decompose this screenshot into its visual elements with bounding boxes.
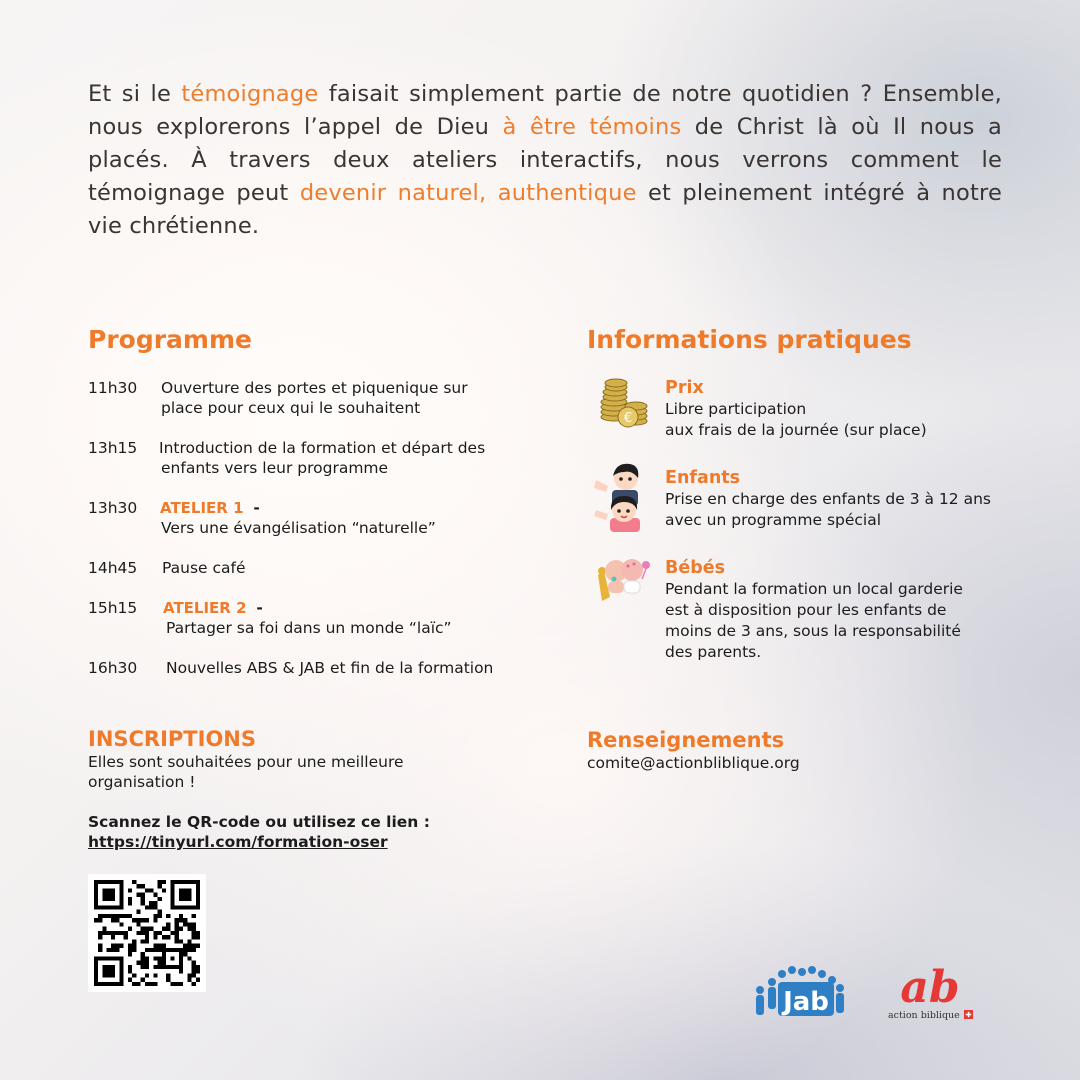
qr-module xyxy=(153,956,157,960)
qr-module xyxy=(153,948,157,952)
qr-module xyxy=(179,888,192,901)
qr-module xyxy=(187,978,191,982)
qr-module xyxy=(158,965,162,969)
qr-module xyxy=(183,944,187,948)
qr-module xyxy=(179,927,183,931)
qr-module xyxy=(141,897,145,901)
qr-module xyxy=(132,973,136,977)
intro-paragraph xyxy=(88,78,1002,243)
qr-module xyxy=(98,944,102,948)
scan-label: Scannez le QR-code ou utilisez ce lien : xyxy=(88,813,430,831)
qr-module xyxy=(111,918,115,922)
intro-text: de Christ là où Il nous a placés. À travers deux ateliers interactifs, nous verrons comment le témoignage peut xyxy=(88,114,1002,206)
qr-module xyxy=(183,948,187,952)
qr-module xyxy=(153,893,157,897)
qr-module xyxy=(179,939,183,943)
qr-module xyxy=(145,948,149,952)
qr-module xyxy=(166,922,170,926)
qr-module xyxy=(145,927,149,931)
qr-module xyxy=(141,952,145,956)
qr-module xyxy=(175,918,179,922)
qr-module xyxy=(158,961,162,965)
qr-module xyxy=(187,922,191,926)
intro-text: Et si le xyxy=(88,81,182,107)
qr-module xyxy=(141,978,145,982)
qr-module xyxy=(132,939,136,943)
qr-module xyxy=(107,914,111,918)
qr-module xyxy=(162,888,166,892)
qr-module xyxy=(175,931,179,935)
programme-title: Programme xyxy=(88,325,252,354)
qr-module xyxy=(153,944,157,948)
qr-module xyxy=(196,978,200,982)
programme-desc-line: Partager sa foi dans un monde “laïc” xyxy=(166,619,452,637)
qr-module xyxy=(196,935,200,939)
qr-module xyxy=(145,931,149,935)
qr-module xyxy=(175,927,179,931)
qr-module xyxy=(149,888,153,892)
qr-module xyxy=(102,914,106,918)
info-title: Informations pratiques xyxy=(587,325,912,354)
qr-module xyxy=(141,931,145,935)
qr-module xyxy=(170,956,174,960)
qr-module xyxy=(175,982,179,986)
qr-module xyxy=(136,922,140,926)
qr-module xyxy=(115,931,119,935)
action-biblique-logo xyxy=(882,962,982,1024)
qr-module xyxy=(102,965,115,978)
programme-desc-line: enfants vers leur programme xyxy=(161,459,389,477)
info-line: Prise en charge des enfants de 3 à 12 ans xyxy=(665,490,991,508)
qr-module xyxy=(141,918,145,922)
qr-module xyxy=(141,961,145,965)
ab-logo-caption: action biblique xyxy=(888,1010,960,1021)
qr-module xyxy=(98,948,102,952)
qr-module xyxy=(166,973,170,977)
qr-module xyxy=(111,944,115,948)
qr-module xyxy=(115,948,119,952)
qr-module xyxy=(153,931,157,935)
qr-module xyxy=(187,939,191,943)
qr-module xyxy=(141,884,145,888)
qr-module xyxy=(98,931,102,935)
qr-module xyxy=(153,918,157,922)
qr-module xyxy=(136,918,140,922)
qr-module xyxy=(141,956,145,960)
info-text xyxy=(665,377,1045,441)
children-icon xyxy=(594,462,652,532)
svg-text:€: € xyxy=(623,411,633,426)
inscriptions-line: organisation ! xyxy=(88,773,196,791)
qr-module xyxy=(141,893,145,897)
info-line: avec un programme spécial xyxy=(665,511,882,529)
qr-module xyxy=(192,922,196,926)
qr-module xyxy=(166,978,170,982)
qr-module xyxy=(183,922,187,926)
qr-module xyxy=(158,956,162,960)
info-line: des parents. xyxy=(665,643,762,661)
qr-module xyxy=(192,961,196,965)
programme-desc xyxy=(166,658,626,678)
qr-module xyxy=(166,927,170,931)
qr-module xyxy=(158,948,162,952)
coins-icon xyxy=(594,377,652,435)
qr-module xyxy=(175,922,179,926)
qr-module xyxy=(141,939,145,943)
programme-desc xyxy=(161,378,551,418)
programme-desc-line: Pause café xyxy=(162,559,246,577)
qr-module xyxy=(132,982,136,986)
atelier-dash: - xyxy=(256,599,263,617)
qr-module xyxy=(141,927,145,931)
qr-module xyxy=(192,973,196,977)
qr-module xyxy=(124,935,128,939)
programme-desc xyxy=(160,498,550,538)
qr-module xyxy=(107,948,111,952)
programme-desc xyxy=(162,558,552,578)
qr-module xyxy=(149,901,153,905)
inscriptions-line: Elles sont souhaitées pour une meilleure xyxy=(88,753,404,771)
qr-module xyxy=(145,973,149,977)
programme-desc-line: place pour ceux qui le souhaitent xyxy=(161,399,421,417)
info-line: Libre participation xyxy=(665,400,807,418)
qr-module xyxy=(196,969,200,973)
qr-module xyxy=(175,935,179,939)
qr-module xyxy=(158,880,162,884)
qr-module xyxy=(158,931,162,935)
info-line: Pendant la formation un local garderie xyxy=(665,580,963,598)
qr-module xyxy=(128,888,132,892)
qr-module xyxy=(128,901,132,905)
info-line: aux frais de la journée (sur place) xyxy=(665,421,927,439)
qr-module xyxy=(153,935,157,939)
qr-module xyxy=(111,935,115,939)
qr-module xyxy=(128,978,132,982)
qr-module xyxy=(128,952,132,956)
qr-module xyxy=(162,927,166,931)
qr-module xyxy=(141,901,145,905)
qr-module xyxy=(107,931,111,935)
qr-module xyxy=(162,944,166,948)
qr-module xyxy=(145,939,149,943)
qr-module xyxy=(124,914,128,918)
programme-time: 13h30 xyxy=(88,499,138,517)
programme-desc xyxy=(159,438,549,478)
qr-module xyxy=(128,965,132,969)
qr-module xyxy=(136,893,140,897)
qr-module xyxy=(153,973,157,977)
qr-module xyxy=(111,948,115,952)
programme-time: 15h15 xyxy=(88,599,138,617)
intro-highlight: devenir naturel, authentique xyxy=(299,180,637,206)
qr-module xyxy=(115,914,119,918)
programme-time: 16h30 xyxy=(88,659,138,677)
inscriptions-title: INSCRIPTIONS xyxy=(88,727,256,751)
intro-highlight: témoignage xyxy=(181,81,319,107)
qr-module xyxy=(175,939,179,943)
qr-module xyxy=(196,931,200,935)
info-line: est à disposition pour les enfants de xyxy=(665,601,947,619)
babies-icon xyxy=(594,557,652,607)
qr-module xyxy=(153,905,157,909)
programme-time: 14h45 xyxy=(88,559,138,577)
info-item-title: Prix xyxy=(665,378,704,398)
intro-text: faisait simplement partie de notre quotidien ? Ensemble, nous explorerons l’appel de Dieu xyxy=(88,81,1002,140)
qr-module xyxy=(166,914,170,918)
qr-module xyxy=(187,956,191,960)
programme-desc-line: Vers une évangélisation “naturelle” xyxy=(161,519,436,537)
programme-time: 11h30 xyxy=(88,379,138,397)
qr-module xyxy=(153,982,157,986)
qr-module xyxy=(141,965,145,969)
inscriptions-section xyxy=(88,726,568,852)
qr-module xyxy=(136,884,140,888)
qr-module xyxy=(145,956,149,960)
qr-module xyxy=(158,884,162,888)
qr-module xyxy=(119,931,123,935)
qr-module xyxy=(187,973,191,977)
qr-module xyxy=(153,914,157,918)
atelier-dash: - xyxy=(253,499,260,517)
contact-email[interactable]: comite@actionbliblique.org xyxy=(587,754,800,772)
ab-logo-mark: ab xyxy=(900,962,960,1013)
qr-module xyxy=(179,918,183,922)
qr-module xyxy=(128,897,132,901)
programme-desc-line: Introduction de la formation et départ des xyxy=(159,439,486,457)
qr-module xyxy=(145,918,149,922)
qr-module xyxy=(102,931,106,935)
qr-module xyxy=(192,935,196,939)
qr-module xyxy=(153,901,157,905)
qr-module xyxy=(128,944,132,948)
qr-module xyxy=(98,918,102,922)
qr-module xyxy=(170,931,174,935)
qr-module xyxy=(132,880,136,884)
qr-module xyxy=(145,961,149,965)
qr-module xyxy=(166,935,170,939)
qr-module xyxy=(145,935,149,939)
qr-module xyxy=(196,944,200,948)
qr-module xyxy=(170,982,174,986)
info-line: moins de 3 ans, sous la responsabilité xyxy=(665,622,961,640)
qr-module xyxy=(179,969,183,973)
qr-module xyxy=(145,888,149,892)
qr-module xyxy=(102,888,115,901)
qr-module xyxy=(149,982,153,986)
qr-module xyxy=(119,922,123,926)
qr-module xyxy=(149,948,153,952)
info-item-title: Enfants xyxy=(665,468,741,488)
qr-module xyxy=(98,935,102,939)
qr-module xyxy=(187,948,191,952)
qr-module xyxy=(102,927,106,931)
qr-module xyxy=(115,944,119,948)
qr-module xyxy=(192,927,196,931)
qr-module xyxy=(158,910,162,914)
qr-module xyxy=(94,918,98,922)
qr-module xyxy=(183,918,187,922)
qr-code-image xyxy=(94,880,200,986)
qr-module xyxy=(187,944,191,948)
qr-module xyxy=(124,931,128,935)
qr-module xyxy=(192,948,196,952)
qr-module xyxy=(111,931,115,935)
info-text xyxy=(665,467,1045,531)
qr-module xyxy=(149,927,153,931)
qr-module xyxy=(179,914,183,918)
qr-module xyxy=(136,931,140,935)
atelier-label: ATELIER 2 xyxy=(163,599,247,617)
qr-module xyxy=(158,944,162,948)
qr-module xyxy=(132,948,136,952)
qr-module xyxy=(128,969,132,973)
qr-module xyxy=(192,982,196,986)
qr-module xyxy=(145,905,149,909)
qr-module xyxy=(187,927,191,931)
programme-desc-line: Ouverture des portes et piquenique sur xyxy=(161,379,468,397)
qr-module xyxy=(162,880,166,884)
info-item-title: Bébés xyxy=(665,558,726,578)
qr-module xyxy=(192,969,196,973)
qr-module xyxy=(136,982,140,986)
jab-logo xyxy=(752,962,847,1022)
qr-module xyxy=(192,965,196,969)
qr-module xyxy=(128,948,132,952)
qr-module xyxy=(153,965,157,969)
intro-text: et pleinement intégré à notre vie chrétienne. xyxy=(88,180,1002,239)
qr-module xyxy=(128,914,132,918)
programme-desc-line: Nouvelles ABS & JAB et fin de la formation xyxy=(166,659,494,677)
qr-module xyxy=(192,914,196,918)
qr-module xyxy=(192,944,196,948)
qr-code[interactable] xyxy=(88,874,206,992)
programme-desc xyxy=(163,598,553,638)
qr-module xyxy=(149,905,153,909)
qr-module xyxy=(192,931,196,935)
qr-module xyxy=(98,914,102,918)
qr-module xyxy=(132,944,136,948)
qr-module xyxy=(162,935,166,939)
qr-module xyxy=(128,927,132,931)
qr-module xyxy=(136,961,140,965)
qr-module xyxy=(136,910,140,914)
renseignements-title: Renseignements xyxy=(587,728,785,752)
qr-module xyxy=(158,897,162,901)
qr-module xyxy=(145,982,149,986)
atelier-label: ATELIER 1 xyxy=(160,499,244,517)
registration-link[interactable]: https://tinyurl.com/formation-oser xyxy=(88,833,388,851)
qr-module xyxy=(196,965,200,969)
programme-time: 13h15 xyxy=(88,439,138,457)
qr-module xyxy=(158,914,162,918)
jab-logo-text: Jab xyxy=(783,987,829,1017)
qr-module xyxy=(111,914,115,918)
qr-module xyxy=(119,914,123,918)
qr-module xyxy=(183,952,187,956)
qr-module xyxy=(145,965,149,969)
qr-module xyxy=(115,918,119,922)
intro-highlight: à être témoins xyxy=(502,114,682,140)
qr-module xyxy=(119,944,123,948)
info-text xyxy=(665,557,1045,663)
qr-module xyxy=(132,918,136,922)
renseignements-section xyxy=(587,727,1007,774)
qr-module xyxy=(179,982,183,986)
